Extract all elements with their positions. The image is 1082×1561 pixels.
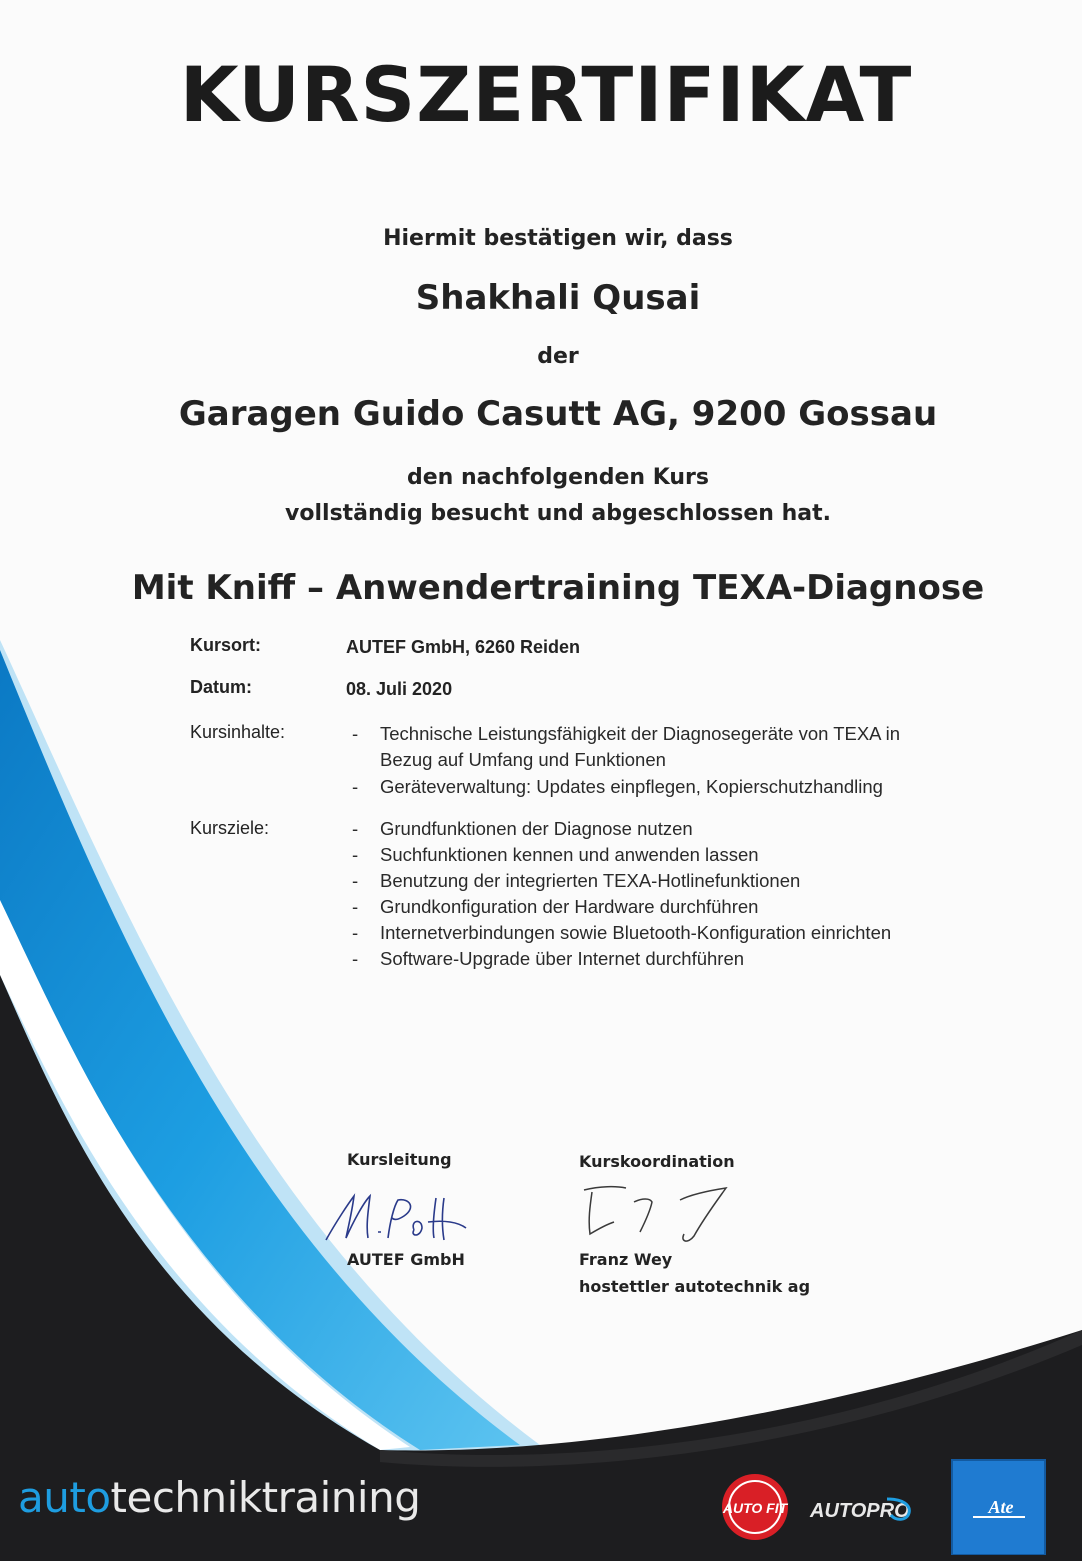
participant-name: Shakhali Qusai [415,278,701,318]
partner-logos [715,1455,1055,1559]
autofit-text: AUTO FIT [722,1500,788,1516]
kurskoordination-name: Franz Wey [579,1250,673,1269]
kursinhalte-item-cont: Bezug auf Umfang und Funktionen [380,749,666,770]
kursziele-item: - Software-Upgrade über Internet durchführen [352,948,745,969]
autopro-logo [809,1499,910,1522]
kursziele-item: - Internetverbindungen sowie Bluetooth-Konfiguration einrichten [352,922,892,943]
kursziele-item: - Suchfunktionen kennen und anwenden lassen [352,844,759,865]
datum-label: Datum: [190,677,252,697]
kurskoordination-heading: Kurskoordination [579,1152,735,1171]
kursort-value: AUTEF GmbH, 6260 Reiden [346,637,581,657]
kursinhalte-label: Kursinhalte: [190,722,286,742]
kursziele-item: - Grundfunktionen der Diagnose nutzen [352,818,693,839]
intro-text: Hiermit bestätigen wir, dass [383,226,733,251]
kursort-label: Kursort: [190,635,261,655]
kurskoordination-org: hostettler autotechnik ag [579,1277,811,1296]
kursziele-item: - Benutzung der integrierten TEXA-Hotlinefunktionen [352,870,801,891]
ate-logo [952,1460,1045,1555]
logos-svg [715,1455,1055,1555]
kursleitung-org: AUTEF GmbH [347,1250,465,1269]
datum-value: 08. Juli 2020 [346,679,453,699]
kursleitung-heading: Kursleitung [347,1150,452,1169]
kursziele-item: - Grundkonfiguration der Hardware durchführen [352,896,759,917]
statement-line-1: den nachfolgenden Kurs [406,465,710,490]
kursziele-label: Kursziele: [190,818,270,838]
autopro-text: AUTOPRO [810,1500,910,1522]
ate-text: Ate [988,1497,1014,1517]
der-text: der [537,344,579,369]
certificate-title: KURSZERTIFIKAT [179,50,913,139]
signature-kursleitung [318,1182,478,1252]
kursinhalte-item: - Geräteverwaltung: Updates einpflegen, Kopierschutzhandling [352,776,883,797]
signature-kurskoordination [570,1178,740,1248]
kursinhalte-item: - Technische Leistungsfähigkeit der Diagnosegeräte von TEXA in [352,723,901,744]
statement-line-2: vollständig besucht und abgeschlossen hat. [285,501,831,526]
course-title: Mit Kniff – Anwendertraining TEXA-Diagnose [131,568,985,608]
organization-name: Garagen Guido Casutt AG, 9200 Gossau [178,394,938,434]
brand-autotechniktraining: autotechniktraining [18,1473,421,1522]
autofit-logo [722,1474,789,1540]
